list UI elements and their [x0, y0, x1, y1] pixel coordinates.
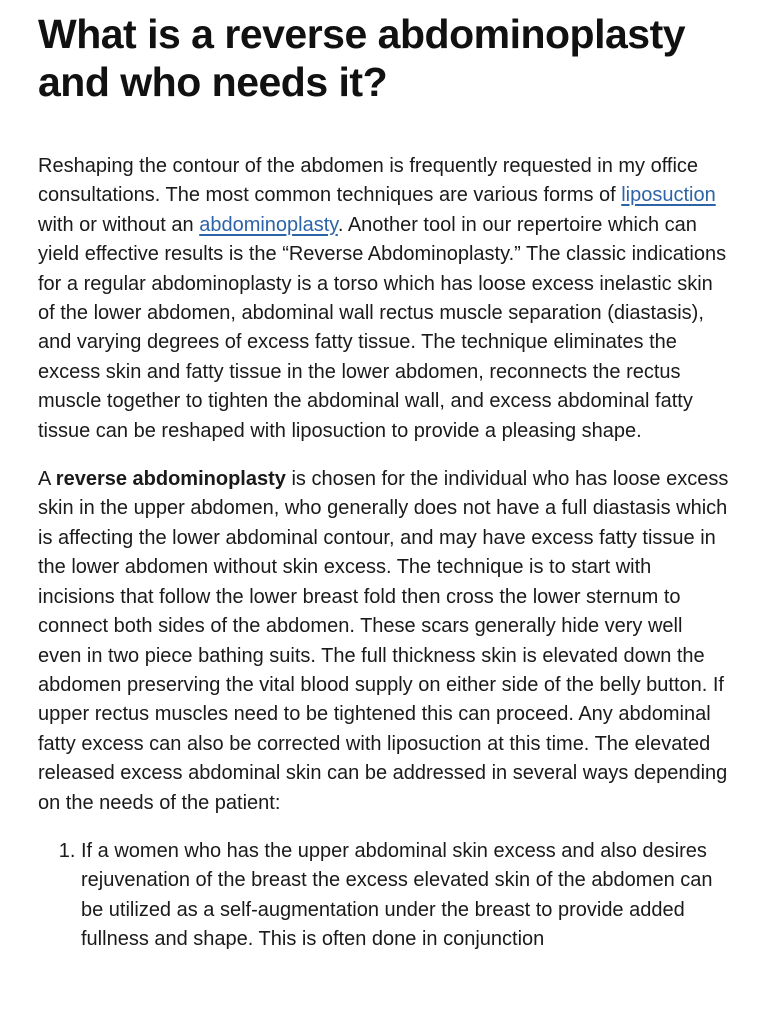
list-item: 1. If a women who has the upper abdominal skin excess and also desires rejuvenation of the breast the excess elevated skin of the abdomen can be utilized as a self-augmentation under the breast to provide added fullness and shape. This is often done in conjunction	[81, 837, 731, 955]
reverse-abdominoplasty-paragraph	[38, 465, 731, 818]
reverse-abdominoplasty-term: reverse abdominoplasty	[55, 468, 286, 491]
options-list	[38, 837, 731, 955]
liposuction-link[interactable]: liposuction	[621, 184, 716, 207]
intro-text-1: Reshaping the contour of the abdomen is frequently requested in my office consultations. The most common techniques are various forms of	[38, 155, 699, 207]
second-text-2: is chosen for the individual who has loose excess skin in the upper abdomen, who generally does not have a full diastasis which is affecting the lower abdominal contour, and may have excess fatty tissue in the lower abdomen without skin excess. The technique is to start with incisions that follow the lower breast fold then cross the lower sternum to connect both sides of the abdomen. These scars generally hide very well even in two piece bathing suits. The full thickness skin is elevated down the abdomen preserving the vital blood supply on either side of the belly button. If upper rectus muscles need to be tightened this can proceed. Any abdominal fatty excess can also be corrected with liposuction at this time. The elevated released excess abdominal skin can be addressed in several ways depending on the needs of the patient:	[38, 468, 729, 814]
intro-text-3: . Another tool in our repertoire which can yield effective results is the “Reverse Abdominoplasty.” The classic indications for a regular abdominoplasty is a torso which has loose excess inelastic skin of the lower abdomen, abdominal wall rectus muscle separation (diastasis), and varying degrees of excess fatty tissue. The technique eliminates the excess skin and fatty tissue in the lower abdomen, reconnects the rectus muscle together to tighten the abdominal wall, and excess abdominal fatty tissue can be reshaped with liposuction to provide a pleasing shape.	[38, 213, 727, 442]
intro-paragraph	[38, 152, 731, 446]
abdominoplasty-link[interactable]: abdominoplasty	[199, 213, 338, 236]
second-text-1: A	[38, 468, 56, 491]
article-title: What is a reverse abdominoplasty and who needs it?	[38, 11, 686, 105]
intro-text-2: with or without an	[38, 213, 200, 236]
